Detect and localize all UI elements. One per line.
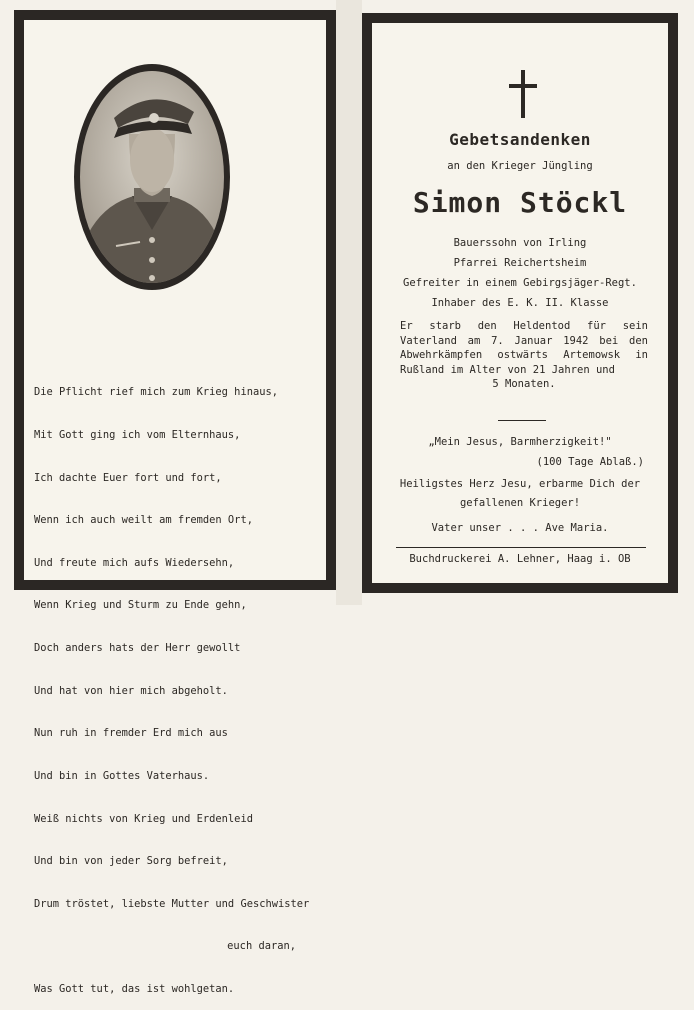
rank-line: Gefreiter in einem Gebirgsjäger-Regt. [403,277,637,289]
poem-line: Doch anders hats der Herr gewollt [34,642,241,655]
prayer-line: gefallenen Krieger! [459,497,581,509]
poem-line: Weiß nichts von Krieg und Erdenleid [34,812,253,825]
printer-credit: Buchdruckerei A. Lehner, Haag i. OB [409,553,631,565]
indulgence-note: (100 Tage Ablaß.) [536,456,644,468]
card-subtitle: an den Krieger Jüngling [447,160,593,172]
prayer-line: Heiligstes Herz Jesu, erbarme Dich der [399,478,641,490]
soldier-portrait [74,64,230,290]
poem [34,357,310,1010]
poem-line: Und hat von hier mich abgeholt. [34,684,228,697]
card-fold [336,0,362,605]
parish-line: Pfarrei Reichertsheim [453,257,587,269]
poem-line: Und bin in Gottes Vaterhaus. [34,769,210,782]
death-text-end: 5 Monaten. [492,378,556,391]
death-paragraph [400,319,648,392]
poem-line: Mit Gott ging ich vom Elternhaus, [34,429,241,442]
prayer-quote: „Mein Jesus, Barmherzigkeit!" [428,436,612,448]
divider [396,547,646,548]
poem-line: Was Gott tut, das ist wohlgetan. [34,982,235,995]
card-title: Gebetsandenken [449,130,591,149]
decoration-line: Inhaber des E. K. II. Klasse [431,297,609,309]
poem-line: Wenn ich auch weilt am fremden Ort, [34,514,253,527]
poem-line: Nun ruh in fremder Erd mich aus [34,727,228,740]
prayer-closing: Vater unser . . . Ave Maria. [431,522,609,534]
poem-line: Ich dachte Euer fort und fort, [34,471,222,484]
poem-line: Die Pflicht rief mich zum Krieg hinaus, [34,386,278,399]
death-text: Er starb den Heldentod für sein Vaterland am 7. Januar 1942 bei den Abwehrkämpfen ostwärts Artemowsk in Rußland im Alter von 21 Jahren und [400,320,648,376]
origin-line: Bauerssohn von Irling [453,237,587,249]
deceased-name: Simon Stöckl [412,186,628,219]
poem-line: Wenn Krieg und Sturm zu Ende gehn, [34,599,247,612]
poem-line: Und bin von jeder Sorg befreit, [34,855,228,868]
divider [498,420,546,421]
poem-line: Und freute mich aufs Wiedersehn, [34,556,235,569]
cross-icon [508,70,538,122]
poem-line: Drum tröstet, liebste Mutter und Geschwister [34,897,310,910]
poem-line: euch daran, [227,940,296,953]
